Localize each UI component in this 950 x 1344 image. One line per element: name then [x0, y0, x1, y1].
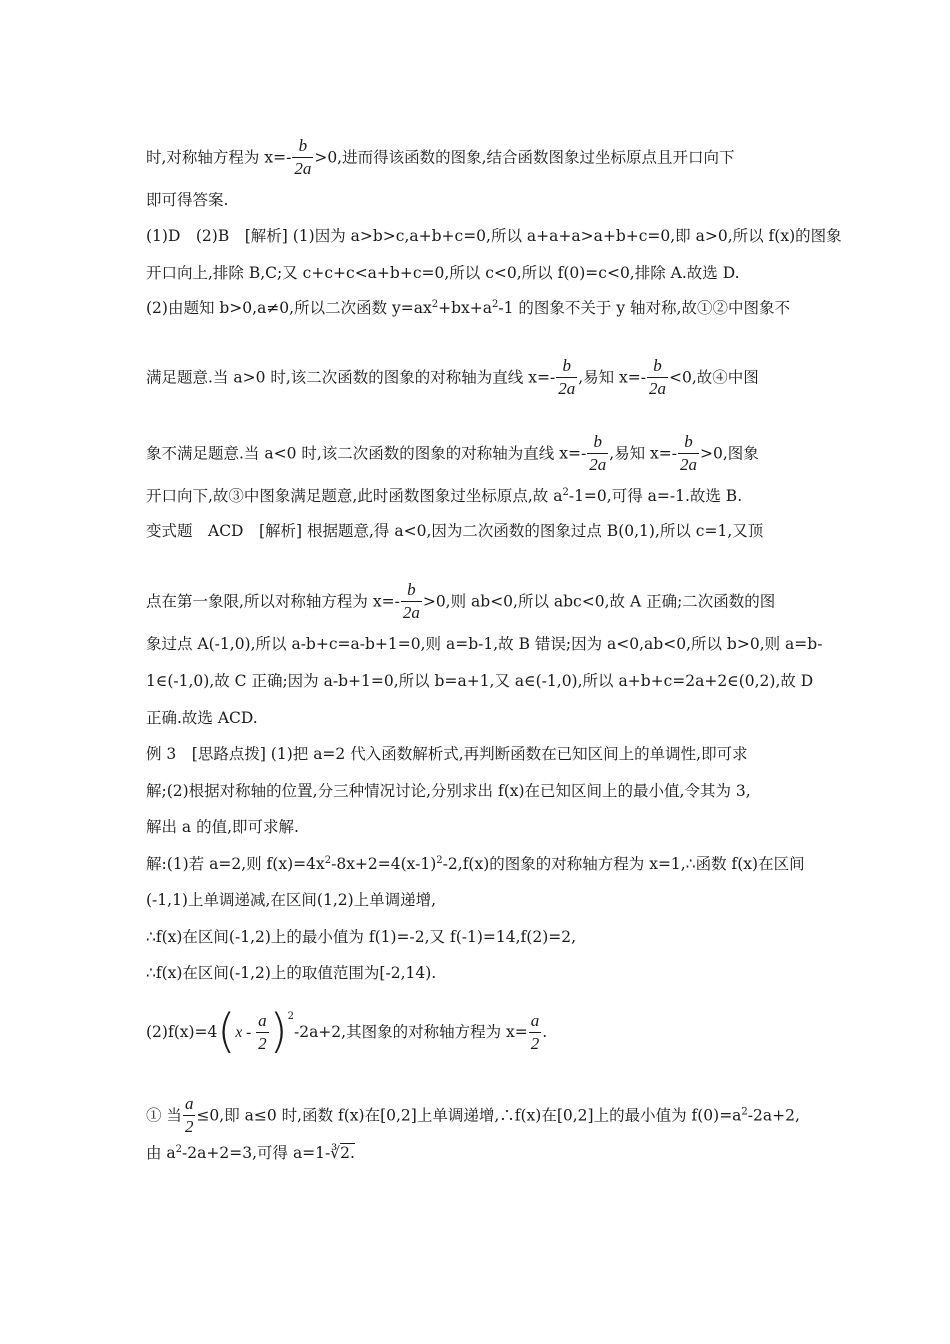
text-run: 例 3 [思路点拨] (1)把 a=2 代入函数解析式,再判断函数在已知区间上的单调性,即可求	[146, 745, 748, 763]
superscript: 2	[492, 299, 499, 310]
text-line	[146, 432, 759, 477]
superscript: 2	[287, 1011, 294, 1022]
text-run: (2)由题知 b>0,a≠0,所以二次函数 y=ax	[146, 299, 432, 317]
fraction-numerator: b	[562, 356, 571, 375]
text-line	[146, 1143, 355, 1163]
fraction-denominator: 2	[530, 1033, 540, 1053]
text-run: x -	[235, 1024, 256, 1041]
superscript: 2	[436, 855, 443, 866]
fraction-numerator: a	[184, 1094, 194, 1113]
fraction-denominator: 2	[184, 1117, 194, 1136]
text-run: 由 a	[146, 1144, 176, 1162]
text-line	[146, 854, 805, 874]
text-line	[146, 744, 748, 764]
text-run: ∴f(x)在区间(-1,2)上的取值范围为[-2,14).	[146, 964, 437, 982]
fraction-denominator: 2	[258, 1033, 267, 1053]
right-paren: )	[269, 1004, 288, 1058]
text-run: ,易知 x=-	[578, 368, 647, 387]
text-run: ① 当	[146, 1106, 182, 1125]
text-run: 解出 a 的值,即可求解.	[146, 818, 299, 836]
fraction-numerator: a	[530, 1010, 540, 1030]
text-line	[146, 486, 742, 506]
fraction-denominator: 2a	[589, 455, 607, 474]
text-run: -8x+2=4(x-1)	[331, 855, 437, 873]
fraction-numerator: b	[593, 432, 602, 451]
text-run: 解:(1)若 a=2,则 f(x)=4x	[146, 855, 325, 873]
cube-root-symbol: ∛	[330, 1144, 341, 1162]
fraction-numerator: b	[653, 356, 662, 375]
text-line	[146, 1094, 800, 1139]
text-run: -2a+2=3,可得 a=1-	[182, 1144, 331, 1162]
text-line	[146, 890, 436, 910]
text-line	[146, 634, 822, 654]
text-run: 象不满足题意.当 a<0 时,该二次函数的图象的对称轴为直线 x=-	[146, 444, 587, 463]
text-run: 1∈(-1,0),故 C 正确;因为 a-b+1=0,所以 b=a+1,又 a∈(-1,0),所以 a+b+c=2a+2∈(0,2),故 D	[146, 672, 814, 690]
text-run: <0,故④中图	[669, 368, 759, 387]
text-line	[146, 580, 775, 625]
text-line	[146, 521, 763, 541]
fraction	[647, 355, 668, 400]
text-run: >0,进而得该函数的图象,结合函数图象过坐标原点且开口向下	[314, 148, 735, 167]
text-run: 开口向上,排除 B,C;又 c+c+c<a+b+c=0,所以 c<0,所以 f(0)=c<0,排除 A.故选 D.	[146, 264, 740, 282]
fraction-denominator: 2a	[649, 379, 667, 398]
text-run: 满足题意.当 a>0 时,该二次函数的图象的对称轴为直线 x=-	[146, 368, 556, 387]
superscript: 2	[431, 299, 439, 310]
fraction-numerator: b	[298, 136, 308, 155]
text-line	[146, 298, 790, 318]
text-run: 时,对称轴方程为 x=-	[146, 148, 292, 167]
superscript: 2	[741, 1106, 748, 1118]
fraction-denominator: 2a	[402, 603, 420, 622]
fraction-denominator: 2a	[680, 455, 698, 474]
fraction-denominator: 2a	[294, 159, 312, 178]
text-line	[146, 781, 751, 801]
text-line	[146, 671, 813, 691]
text-line	[146, 708, 258, 728]
fraction	[529, 1010, 542, 1055]
text-run: -2a+2,其图象的对称轴方程为 x=	[293, 1023, 528, 1041]
text-run: 2.	[340, 1144, 355, 1162]
left-paren: (	[217, 1004, 236, 1058]
text-run: (-1,1)上单调递减,在区间(1,2)上单调递增,	[146, 891, 437, 909]
fraction-numerator: a	[258, 1010, 267, 1030]
text-run: (1)D (2)B [解析] (1)因为 a>b>c,a+b+c=0,所以 a+a+a>a+b+c=0,即 a>0,所以 f(x)的图象	[146, 227, 842, 245]
text-line	[146, 136, 735, 181]
superscript: 2	[175, 1144, 183, 1155]
text-line	[146, 356, 759, 401]
text-run: 变式题 ACD [解析] 根据题意,得 a<0,因为二次函数的图象过点 B(0,1),所以 c=1,又顶	[146, 522, 764, 540]
fraction-denominator: 2a	[558, 379, 576, 398]
text-run: -1 的图象不关于 y 轴对称,故①②中图象不	[498, 299, 790, 317]
text-line	[146, 963, 436, 983]
text-run: 正确.故选 ACD.	[146, 709, 258, 727]
text-line	[146, 1004, 548, 1058]
text-run: .	[542, 1023, 548, 1041]
superscript: 2	[324, 855, 332, 866]
text-run: 即可得答案.	[146, 191, 229, 209]
text-run: 象过点 A(-1,0),所以 a-b+c=a-b+1=0,则 a=b-1,故 B 错误;因为 a<0,ab<0,所以 b>0,则 a=b-	[146, 635, 823, 653]
text-run: ,易知 x=-	[609, 444, 678, 463]
fraction	[556, 355, 577, 400]
text-run: ≤0,即 a≤0 时,函数 f(x)在[0,2]上单调递增,∴f(x)在[0,2]上的最小值为 f(0)=a	[196, 1106, 742, 1125]
fraction-numerator: b	[407, 580, 416, 599]
text-run: >0,图象	[700, 444, 759, 463]
text-run: 开口向下,故③中图象满足题意,此时函数图象过坐标原点,故 a	[146, 487, 563, 505]
text-line	[146, 927, 576, 947]
fraction-numerator: b	[684, 432, 693, 451]
fraction	[183, 1093, 196, 1138]
fraction	[292, 135, 313, 180]
text-run: -2a+2,	[747, 1106, 800, 1125]
text-run: -2,f(x)的图象的对称轴方程为 x=1,∴函数 f(x)在区间	[442, 855, 805, 873]
text-run: >0,则 ab<0,所以 abc<0,故 A 正确;二次函数的图	[422, 592, 776, 611]
text-line	[146, 190, 228, 210]
text-line	[146, 263, 740, 283]
fraction	[678, 431, 699, 476]
fraction	[401, 579, 422, 624]
text-run: 点在第一象限,所以对称轴方程为 x=-	[146, 592, 400, 611]
text-run: +bx+a	[438, 299, 493, 317]
superscript: 2	[562, 487, 569, 498]
text-line	[146, 817, 299, 837]
text-line	[146, 226, 842, 246]
text-run: (2)f(x)=4	[146, 1023, 218, 1041]
fraction	[256, 1010, 269, 1055]
text-run: ∴f(x)在区间(-1,2)上的最小值为 f(1)=-2,又 f(-1)=14,f(2)=2,	[146, 928, 577, 946]
text-run: 解;(2)根据对称轴的位置,分三种情况讨论,分别求出 f(x)在已知区间上的最小值,令其为 3,	[146, 782, 751, 800]
text-run: -1=0,可得 a=-1.故选 B.	[568, 487, 743, 505]
fraction	[587, 431, 608, 476]
